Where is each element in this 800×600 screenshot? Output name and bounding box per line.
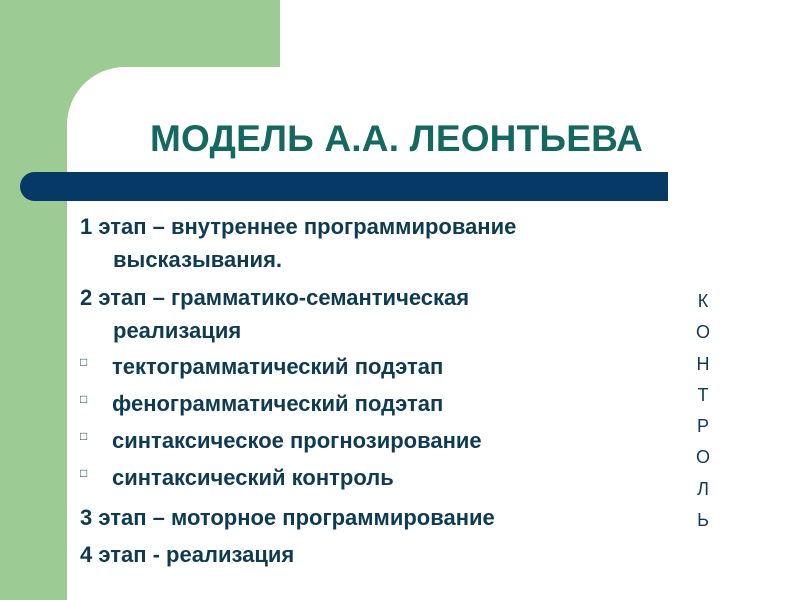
stage-1-line-1: 1 этап – внутреннее программирование	[80, 214, 517, 239]
bullet-icon: □	[80, 355, 88, 369]
vertical-letter: Н	[696, 353, 710, 374]
vertical-letter: Л	[697, 478, 709, 499]
stage-2-line-1: 2 этап – грамматико-семантическая	[80, 285, 470, 310]
stage-3: 3 этап – моторное программирование	[80, 505, 495, 530]
stage-1-line-2: высказывания.	[113, 247, 283, 272]
bullet-text: синтаксическое прогнозирование	[112, 428, 482, 453]
slide-title: МОДЕЛЬ А.А. ЛЕОНТЬЕВА	[150, 118, 644, 159]
vertical-letter: Ь	[697, 510, 709, 531]
vertical-word-control	[690, 286, 716, 536]
stage-2	[80, 281, 660, 347]
list-item	[80, 352, 660, 382]
vertical-letter: О	[695, 322, 710, 343]
list-item	[80, 463, 660, 493]
vertical-letter: О	[695, 447, 710, 468]
bullet-text: тектограмматический подэтап	[112, 354, 444, 379]
bullet-text: фенограмматический подэтап	[112, 391, 444, 416]
bullet-icon: □	[80, 392, 88, 406]
stage-1	[80, 210, 660, 276]
bullet-text: синтаксический контроль	[112, 465, 394, 490]
stage-2-line-2: реализация	[113, 318, 242, 343]
bullet-icon: □	[80, 466, 88, 480]
list-item	[80, 426, 660, 456]
vertical-letter: К	[697, 291, 709, 311]
title-underline-bar	[20, 172, 668, 201]
vertical-letter: Т	[697, 384, 709, 405]
stage-4: 4 этап - реализация	[80, 542, 295, 567]
vertical-letter: Р	[696, 416, 709, 437]
bullet-icon: □	[80, 429, 88, 443]
list-item	[80, 389, 660, 419]
